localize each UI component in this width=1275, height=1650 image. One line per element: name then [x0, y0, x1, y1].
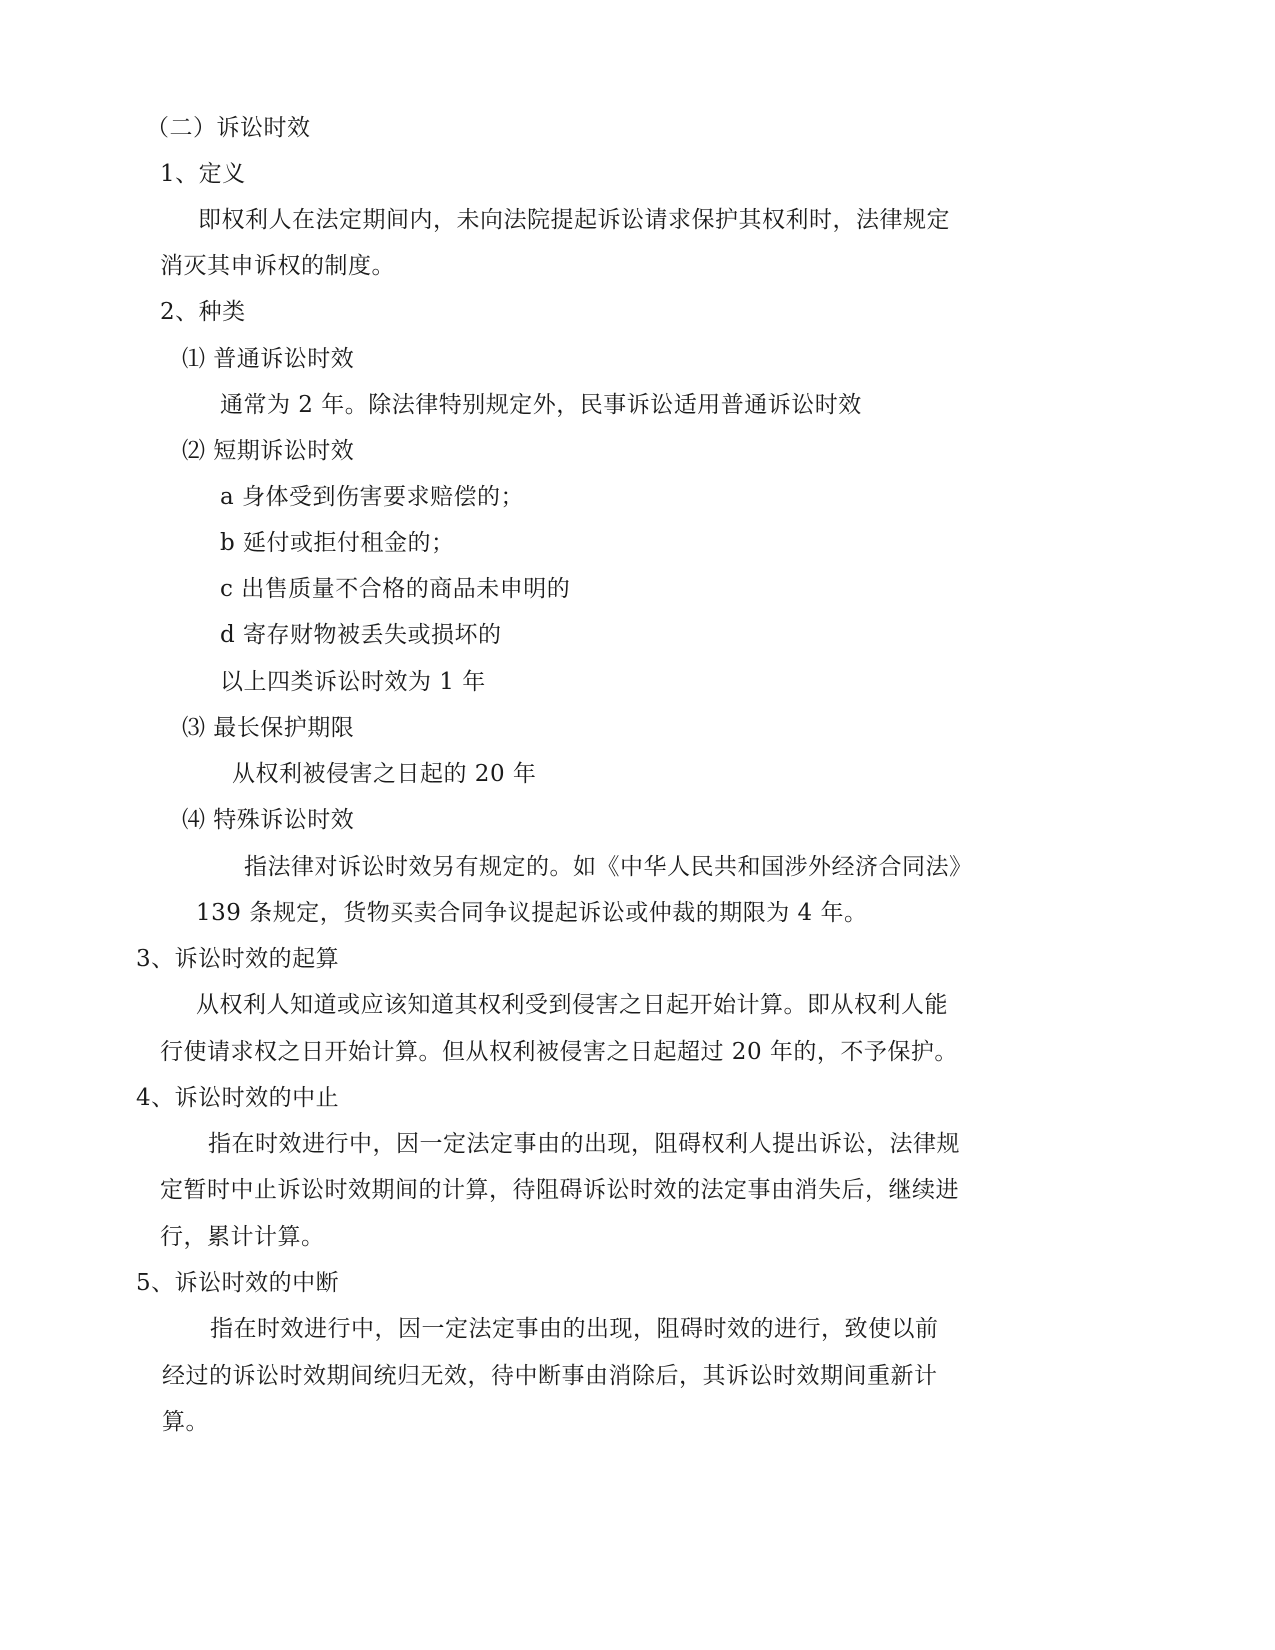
sub2-item-b: b 延付或拒付租金的； — [220, 530, 455, 556]
sub2-summary: 以上四类诉讼时效为 1 年 — [220, 669, 486, 695]
item4-heading: 4、诉讼时效的中止 — [136, 1085, 340, 1111]
sub2-item-d: d 寄存财物被丢失或损坏的 — [220, 622, 502, 648]
item5-paragraph-line: 指在时效进行中，因一定法定事由的出现，阻碍时效的进行，致使以前 — [210, 1316, 939, 1342]
item1-heading: 1、定义 — [160, 161, 246, 187]
sub1-heading: ⑴ 普通诉讼时效 — [182, 346, 355, 372]
item4-paragraph-line: 定暂时中止诉讼时效期间的计算，待阻碍诉讼时效的法定事由消失后，继续进 — [160, 1177, 959, 1203]
item2-heading: 2、种类 — [160, 299, 246, 325]
item5-heading: 5、诉讼时效的中断 — [136, 1270, 340, 1296]
sub4-text-line: 指法律对诉讼时效另有规定的。如《中华人民共和国涉外经济合同法》 — [244, 854, 973, 880]
sub4-text-line: 139 条规定，货物买卖合同争议提起诉讼或仲裁的期限为 4 年。 — [196, 900, 868, 926]
section-title: （二）诉讼时效 — [146, 115, 311, 141]
item4-paragraph-line: 行，累计计算。 — [160, 1224, 325, 1250]
sub3-text: 从权利被侵害之日起的 20 年 — [232, 761, 537, 787]
item3-paragraph-line: 从权利人知道或应该知道其权利受到侵害之日起开始计算。即从权利人能 — [196, 992, 948, 1018]
sub3-heading: ⑶ 最长保护期限 — [182, 715, 355, 741]
item4-paragraph-line: 指在时效进行中，因一定法定事由的出现，阻碍权利人提出诉讼，法律规 — [208, 1131, 960, 1157]
sub2-item-c: c 出售质量不合格的商品未申明的 — [220, 576, 571, 602]
item5-paragraph-line: 算。 — [162, 1409, 209, 1435]
item5-paragraph-line: 经过的诉讼时效期间统归无效，待中断事由消除后，其诉讼时效期间重新计 — [162, 1363, 938, 1389]
item3-heading: 3、诉讼时效的起算 — [136, 946, 340, 972]
sub1-text: 通常为 2 年。除法律特别规定外，民事诉讼适用普通诉讼时效 — [220, 392, 862, 418]
sub2-heading: ⑵ 短期诉讼时效 — [182, 438, 355, 464]
sub2-item-a: a 身体受到伤害要求赔偿的； — [220, 484, 525, 510]
item1-paragraph-line: 即权利人在法定期间内，未向法院提起诉讼请求保护其权利时，法律规定 — [198, 207, 950, 233]
item3-paragraph-line: 行使请求权之日开始计算。但从权利被侵害之日起超过 20 年的，不予保护。 — [160, 1039, 958, 1065]
sub4-heading: ⑷ 特殊诉讼时效 — [182, 807, 355, 833]
item1-paragraph-line: 消灭其申诉权的制度。 — [160, 253, 395, 279]
